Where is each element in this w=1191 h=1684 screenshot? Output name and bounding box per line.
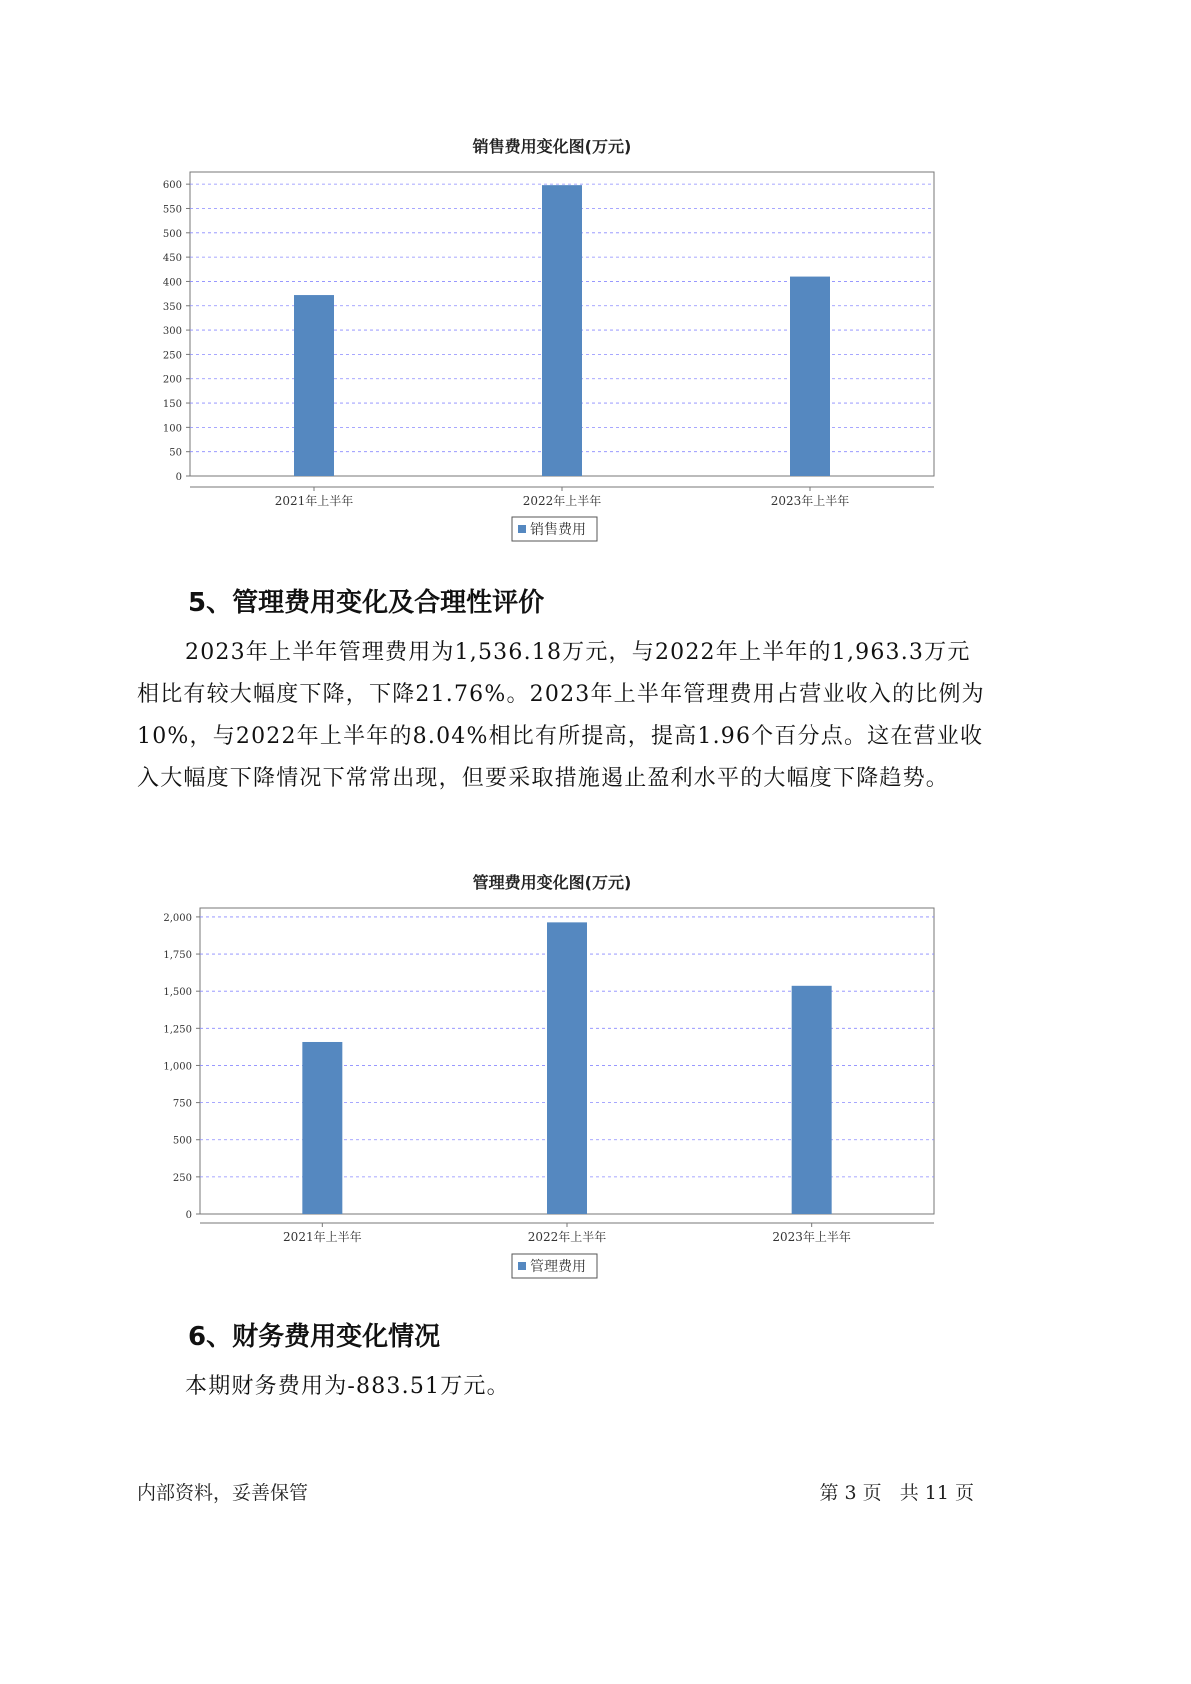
chart2-y-tick-label: 0 bbox=[185, 1210, 192, 1221]
chart1-y-tick-label: 250 bbox=[162, 350, 182, 362]
chart2-y-tick-label: 750 bbox=[172, 1098, 192, 1110]
chart1-y-tick-label: 0 bbox=[175, 472, 182, 483]
chart2-x-tick-label: 2021年上半年 bbox=[283, 1230, 362, 1244]
chart2-y-tick-label: 500 bbox=[172, 1135, 192, 1147]
section5-heading: 5、管理费用变化及合理性评价 bbox=[188, 588, 545, 618]
chart2-legend-label: 管理费用 bbox=[530, 1259, 586, 1275]
chart1-y-tick-label: 150 bbox=[162, 399, 182, 411]
chart1-y-tick-label: 100 bbox=[162, 423, 182, 435]
chart2-y-tick-label: 1,750 bbox=[163, 950, 192, 962]
section6-paragraph: 本期财务费用为-883.51万元。 bbox=[185, 1374, 510, 1399]
chart2-x-tick-label: 2023年上半年 bbox=[772, 1230, 851, 1244]
chart2-bar bbox=[547, 922, 587, 1214]
chart1-y-tick-label: 600 bbox=[162, 180, 182, 192]
chart1-y-tick-label: 550 bbox=[162, 204, 182, 216]
chart2-bar bbox=[792, 986, 832, 1214]
chart1-y-tick-label: 200 bbox=[162, 374, 182, 386]
chart2-y-tick-label: 1,250 bbox=[163, 1024, 192, 1036]
chart1-title: 销售费用变化图(万元) bbox=[472, 137, 632, 156]
chart2-y-tick-label: 1,000 bbox=[163, 1061, 192, 1073]
chart2-bar bbox=[302, 1042, 342, 1214]
chart2-y-tick-label: 250 bbox=[172, 1172, 192, 1184]
chart1-x-tick-label: 2023年上半年 bbox=[770, 494, 850, 508]
chart1-legend-label: 销售费用 bbox=[530, 522, 586, 538]
chart1-x-tick-label: 2022年上半年 bbox=[522, 494, 602, 508]
chart1-y-tick-label: 500 bbox=[162, 228, 182, 240]
chart2-title: 管理费用变化图(万元) bbox=[472, 873, 632, 892]
chart2-y-tick-label: 1,500 bbox=[163, 987, 192, 999]
section6-heading: 6、财务费用变化情况 bbox=[188, 1322, 441, 1352]
footer-confidential-note: 内部资料，妥善保管 bbox=[137, 1482, 309, 1504]
chart1-x-tick-label: 2021年上半年 bbox=[274, 494, 354, 508]
footer-page-number: 第 3 页 共 11 页 bbox=[819, 1482, 974, 1504]
chart1-y-tick-label: 400 bbox=[162, 277, 182, 289]
chart2-x-tick-label: 2022年上半年 bbox=[527, 1230, 607, 1244]
chart1-y-tick-label: 300 bbox=[162, 326, 182, 338]
chart1-y-tick-label: 50 bbox=[169, 447, 182, 459]
chart1-y-tick-label: 350 bbox=[162, 301, 182, 313]
chart2-legend-swatch bbox=[518, 1262, 526, 1270]
section5-paragraph: 2023年上半年管理费用为1,536.18万元，与2022年上半年的1,963.3万元相比有较大幅度下降，下降21.76%。2023年上半年管理费用占营业收入的比例为10%，与2022年上半年的8.04%相比有所提高，提高1.96个百分点。这在营业收入大幅度下降情况下常常出现，但要采取措施遏止盈利水平的大幅度下降趋势。 bbox=[137, 640, 985, 791]
chart2-y-tick-label: 2,000 bbox=[163, 912, 192, 924]
chart1-y-tick-label: 450 bbox=[162, 253, 182, 265]
